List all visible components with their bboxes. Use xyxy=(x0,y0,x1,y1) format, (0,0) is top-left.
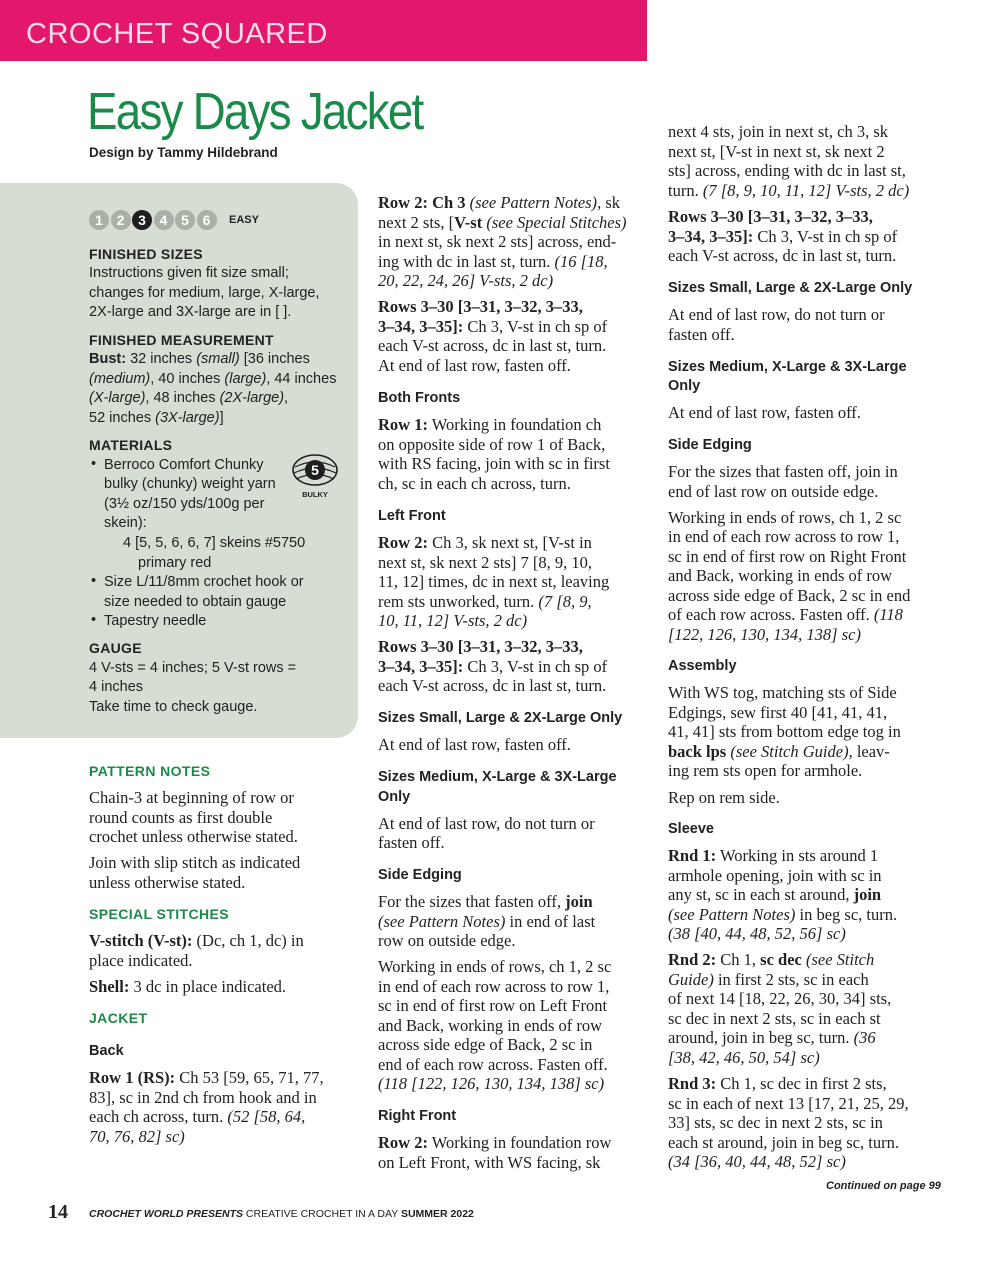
back-row-1: 70, 76, 82] sc) xyxy=(89,1127,185,1146)
side-edging-text: sc in end of first row on Left Front xyxy=(378,996,608,1015)
fronts-row-1: on opposite side of row 1 of Back, xyxy=(378,435,606,454)
skill-dot-1: 1 xyxy=(89,210,109,230)
measurement-line: (X-large), 48 inches (2X-large), xyxy=(89,390,289,406)
left-front-row-2: 11, 12] times, dc in next st, leaving xyxy=(378,572,610,591)
material-yarn: skein): xyxy=(104,515,147,531)
sleeve-round-2: Guide) in first 2 sts, sc in each xyxy=(668,970,869,989)
right-front-row-2: next st, [V-st in next st, sk next 2 xyxy=(668,142,885,161)
sizes-medium-heading: Sizes Medium, X-Large & 3X-Large xyxy=(378,769,617,785)
material-yarn: (3½ oz/150 yds/100g per xyxy=(104,496,265,512)
right-front-row-2: turn. (7 [8, 9, 10, 11, 12] V-sts, 2 dc) xyxy=(668,181,910,200)
back-row-1: 83], sc in 2nd ch from hook and in xyxy=(89,1088,317,1107)
bullet-icon: • xyxy=(91,573,97,589)
back-row-2: 20, 22, 24, 26] V-sts, 2 dc) xyxy=(378,271,554,290)
back-rows-3-30: Rows 3–30 [3–31, 3–32, 3–33, xyxy=(378,297,583,316)
sleeve-round-1: (see Pattern Notes) in beg sc, turn. xyxy=(668,905,898,924)
section-label: CROCHET SQUARED xyxy=(26,18,328,50)
back-row-1: each ch across, turn. (52 [58, 64, xyxy=(89,1107,306,1126)
side-edging-text: Working in ends of rows, ch 1, 2 sc xyxy=(378,957,612,976)
side-edging-text: end of each row across. Fasten off. xyxy=(378,1055,608,1074)
gauge-heading: GAUGE xyxy=(89,640,142,656)
sizes-medium-text: At end of last row, do not turn or xyxy=(378,814,595,833)
pattern-note-line: Join with slip stitch as indicated xyxy=(89,853,301,872)
sizes-line: Instructions given fit size small; xyxy=(89,265,289,281)
left-front-row-2: rem sts unworked, turn. (7 [8, 9, xyxy=(378,592,592,611)
left-front-row-2: 10, 11, 12] V-sts, 2 dc) xyxy=(378,611,528,630)
sizes-small-heading: Sizes Small, Large & 2X-Large Only xyxy=(668,280,913,296)
assembly-text: Edgings, sew first 40 [41, 41, 41, xyxy=(668,703,888,722)
right-front-row-2: sts] across, ending with dc in last st, xyxy=(668,161,906,180)
skill-level-label: EASY xyxy=(229,214,259,226)
sizes-medium-heading: Only xyxy=(668,378,701,394)
material-skeins: 4 [5, 5, 6, 6, 7] skeins #5750 xyxy=(123,535,306,551)
left-front-row-2: next st, sk next 2 sts] 7 [8, 9, 10, xyxy=(378,553,593,572)
side-edging-text: row on outside edge. xyxy=(378,931,516,950)
bullet-icon: • xyxy=(91,456,97,472)
sizes-small-text: At end of last row, fasten off. xyxy=(378,735,571,754)
page-title: Easy Days Jacket xyxy=(87,83,423,141)
side-edging-text: [122, 126, 130, 134, 138] sc) xyxy=(668,625,861,644)
fronts-row-1: ch, sc in each ch across, turn. xyxy=(378,474,571,493)
magazine-footer: CROCHET WORLD PRESENTS CREATIVE CROCHET IN A DAY SUMMER 2022 xyxy=(89,1208,474,1220)
right-front-row-2: next 4 sts, join in next st, ch 3, sk xyxy=(668,122,888,141)
gauge-line: 4 inches xyxy=(89,679,144,695)
sleeve-round-2: of next 14 [18, 22, 26, 30, 34] sts, xyxy=(668,989,892,1008)
designer-byline: Design by Tammy Hildebrand xyxy=(89,145,278,160)
skill-dot-5: 5 xyxy=(175,210,195,230)
page-number: 14 xyxy=(48,1201,68,1223)
measurement-line: Bust: 32 inches (small) [36 inches xyxy=(89,351,310,367)
assembly-repeat: Rep on rem side. xyxy=(668,788,780,807)
gauge-line: 4 V-sts = 4 inches; 5 V-st rows = xyxy=(89,660,297,676)
material-yarn: Berroco Comfort Chunky xyxy=(104,457,264,473)
sleeve-round-1: Rnd 1: Working in sts around 1 xyxy=(668,846,879,865)
sleeve-round-3: sc in each of next 13 [17, 21, 25, 29, xyxy=(668,1094,909,1113)
assembly-text: 41, 41] sts from bottom edge tog in xyxy=(668,722,901,741)
side-edging-text: and Back, working in ends of row xyxy=(668,566,893,585)
gauge-line: Take time to check gauge. xyxy=(89,699,258,715)
sizes-medium-heading: Sizes Medium, X-Large & 3X-Large xyxy=(668,359,907,375)
back-heading: Back xyxy=(89,1043,124,1059)
pattern-note-line: round counts as first double xyxy=(89,808,273,827)
back-row-2: ing with dc in last st, turn. (16 [18, xyxy=(378,252,608,271)
side-edging-text: across side edge of Back, 2 sc in xyxy=(378,1035,593,1054)
right-front-rows-3-30: Rows 3–30 [3–31, 3–32, 3–33, xyxy=(668,207,873,226)
right-front-rows-3-30: 3–34, 3–35]: Ch 3, V-st in ch sp of xyxy=(668,227,898,246)
side-edging-text: across side edge of Back, 2 sc in end xyxy=(668,586,911,605)
left-front-rows-3-30: 3–34, 3–35]: Ch 3, V-st in ch sp of xyxy=(378,657,608,676)
side-edging-heading: Side Edging xyxy=(378,867,462,883)
side-edging-text: and Back, working in ends of row xyxy=(378,1016,603,1035)
side-edging-text: For the sizes that fasten off, join in xyxy=(668,462,898,481)
right-front-row-2: Row 2: Working in foundation row xyxy=(378,1133,612,1152)
sleeve-round-3: 33] sts, sc dec in next 2 sts, sc in xyxy=(668,1113,883,1132)
measurement-line: 52 inches (3X-large)] xyxy=(89,410,224,426)
bulky-yarn-weight-icon xyxy=(291,453,339,499)
sleeve-round-2: [38, 42, 46, 50, 54] sc) xyxy=(668,1048,820,1067)
sizes-small-text: At end of last row, do not turn or xyxy=(668,305,885,324)
side-edging-heading: Side Edging xyxy=(668,437,752,453)
skill-dot-2: 2 xyxy=(111,210,131,230)
fronts-row-1: Row 1: Working in foundation ch xyxy=(378,415,602,434)
right-front-heading: Right Front xyxy=(378,1108,457,1124)
back-rows-3-30: each V-st across, dc in last st, turn. xyxy=(378,336,607,355)
side-edging-text: in end of each row across to row 1, xyxy=(378,977,610,996)
left-front-rows-3-30: each V-st across, dc in last st, turn. xyxy=(378,676,607,695)
material-hook: Size L/11/8mm crochet hook or xyxy=(104,574,304,590)
side-edging-text: of each row across. Fasten off. (118 xyxy=(668,605,903,624)
vstitch-definition: place indicated. xyxy=(89,951,193,970)
sizes-line: changes for medium, large, X-large, xyxy=(89,285,320,301)
back-row-2: next 2 sts, [V-st (see Special Stitches) xyxy=(378,213,627,232)
material-color: primary red xyxy=(138,555,212,571)
right-front-rows-3-30: each V-st across, dc in last st, turn. xyxy=(668,246,897,265)
side-edging-text: For the sizes that fasten off, join xyxy=(378,892,593,911)
skill-dot-4: 4 xyxy=(154,210,174,230)
sizes-medium-heading: Only xyxy=(378,789,411,805)
sizes-small-heading: Sizes Small, Large & 2X-Large Only xyxy=(378,710,623,726)
skill-dot-3-active: 3 xyxy=(132,210,152,230)
continued-note: Continued on page 99 xyxy=(826,1180,941,1192)
sizes-line: 2X-large and 3X-large are in [ ]. xyxy=(89,304,292,320)
section-banner xyxy=(0,0,647,61)
material-hook: size needed to obtain gauge xyxy=(104,594,287,610)
measurement-line: (medium), 40 inches (large), 44 inches xyxy=(89,371,337,387)
pattern-note-line: Chain-3 at beginning of row or xyxy=(89,788,294,807)
side-edging-text: Working in ends of rows, ch 1, 2 sc xyxy=(668,508,902,527)
sleeve-round-2: around, join in beg sc, turn. (36 xyxy=(668,1028,876,1047)
sleeve-round-2: sc dec in next 2 sts, sc in each st xyxy=(668,1009,881,1028)
materials-heading: MATERIALS xyxy=(89,437,173,453)
both-fronts-heading: Both Fronts xyxy=(378,390,461,406)
skill-dot-6: 6 xyxy=(197,210,217,230)
sizes-medium-text: At end of last row, fasten off. xyxy=(668,403,861,422)
material-needle: Tapestry needle xyxy=(104,613,207,629)
pattern-note-line: crochet unless otherwise stated. xyxy=(89,827,298,846)
side-edging-text: (see Pattern Notes) in end of last xyxy=(378,912,596,931)
side-edging-text: sc in end of first row on Right Front xyxy=(668,547,907,566)
sleeve-round-1: any st, sc in each st around, join xyxy=(668,885,882,904)
yarn-weight-number: 5 xyxy=(311,462,319,478)
sizes-medium-text: fasten off. xyxy=(378,833,445,852)
shell-definition: Shell: 3 dc in place indicated. xyxy=(89,977,287,996)
pattern-note-line: unless otherwise stated. xyxy=(89,873,246,892)
back-row-1: Row 1 (RS): Ch 53 [59, 65, 71, 77, xyxy=(89,1068,324,1087)
back-row-2: Row 2: Ch 3 (see Pattern Notes), sk xyxy=(378,193,620,212)
left-front-heading: Left Front xyxy=(378,508,446,524)
side-edging-text: in end of each row across to row 1, xyxy=(668,527,900,546)
fronts-row-1: with RS facing, join with sc in first xyxy=(378,454,610,473)
assembly-text: With WS tog, matching sts of Side xyxy=(668,683,897,702)
sleeve-heading: Sleeve xyxy=(668,821,714,837)
finished-measurement-heading: FINISHED MEASUREMENT xyxy=(89,332,274,348)
left-front-row-2: Row 2: Ch 3, sk next st, [V-st in xyxy=(378,533,592,552)
back-row-2: in next st, sk next 2 sts] across, end- xyxy=(378,232,617,251)
side-edging-text: end of last row on outside edge. xyxy=(668,482,879,501)
special-stitches-heading: SPECIAL STITCHES xyxy=(89,906,229,922)
sleeve-round-3: Rnd 3: Ch 1, sc dec in first 2 sts, xyxy=(668,1074,887,1093)
side-edging-text: (118 [122, 126, 130, 134, 138] sc) xyxy=(378,1074,605,1093)
right-front-row-2: on Left Front, with WS facing, sk xyxy=(378,1153,601,1172)
sizes-small-text: fasten off. xyxy=(668,325,735,344)
left-front-rows-3-30: Rows 3–30 [3–31, 3–32, 3–33, xyxy=(378,637,583,656)
finished-sizes-heading: FINISHED SIZES xyxy=(89,246,203,262)
back-rows-3-30: At end of last row, fasten off. xyxy=(378,356,571,375)
sleeve-round-2: Rnd 2: Ch 1, sc dec (see Stitch xyxy=(668,950,875,969)
sleeve-round-3: each st around, join in beg sc, turn. xyxy=(668,1133,899,1152)
yarn-weight-label: BULKY xyxy=(302,490,328,499)
back-rows-3-30: 3–34, 3–35]: Ch 3, V-st in ch sp of xyxy=(378,317,608,336)
assembly-heading: Assembly xyxy=(668,658,737,674)
sleeve-round-1: (38 [40, 44, 48, 52, 56] sc) xyxy=(668,924,846,943)
skill-level xyxy=(89,210,259,230)
pattern-notes-heading: PATTERN NOTES xyxy=(89,763,211,779)
sleeve-round-1: armhole opening, join with sc in xyxy=(668,866,882,885)
bullet-icon: • xyxy=(91,612,97,628)
assembly-text: back lps (see Stitch Guide), leav- xyxy=(668,742,890,761)
sleeve-round-3: (34 [36, 40, 44, 48, 52] sc) xyxy=(668,1152,846,1171)
vstitch-definition: V-stitch (V-st): (Dc, ch 1, dc) in xyxy=(89,931,304,950)
assembly-text: ing rem sts open for armhole. xyxy=(668,761,863,780)
jacket-heading: JACKET xyxy=(89,1010,148,1026)
material-yarn: bulky (chunky) weight yarn xyxy=(104,476,276,492)
